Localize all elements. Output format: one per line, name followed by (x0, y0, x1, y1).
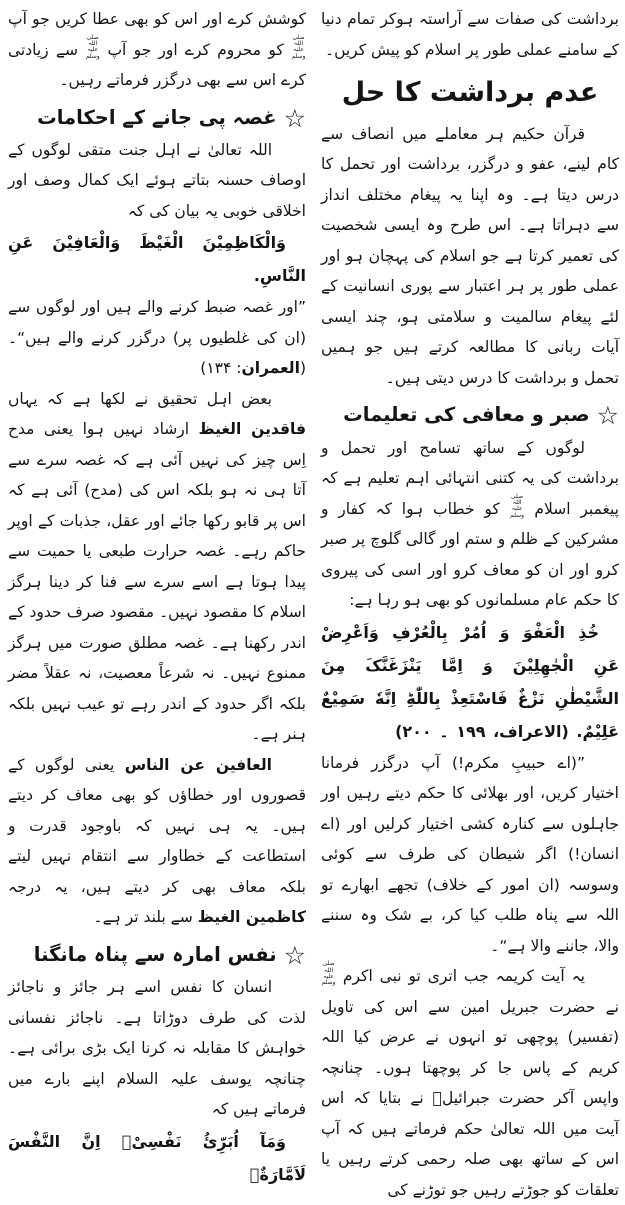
text-run: کو خطاب ہوا کہ کفار و مشرکین کے ظلم و ستم اور گالی گلوچ پر صبر کرو اور ان کو معاف کرو اور اسی کی پیروی کا حکم عام مسلمانوں کو بھی ہو رہا ہے: (321, 499, 619, 610)
paragraph: اللہ تعالیٰ نے اہل جنت متقی لوگوں کے اوصاف حسنہ بتاتے ہوئے ایک کمال وصف اور اخلاقی خوبی یہ بیان کی کہ (8, 140, 306, 220)
star-heading (8, 933, 306, 972)
honorific-mark: صلی اللہ علیہ وسلم (510, 492, 525, 519)
translation-paragraph (8, 292, 306, 384)
star-heading-label: صبر و معافی کی تعلیمات (343, 403, 590, 427)
star-heading-label: غصہ پی جانے کے احکامات (37, 105, 277, 129)
bold-term: فاقدین الغیظ (198, 420, 306, 439)
bold-term: العافین عن الناس (124, 755, 272, 774)
honorific-mark: صلی اللہ علیہ وسلم (321, 960, 336, 987)
paragraph (321, 961, 619, 1205)
star-heading-label: نفس امارہ سے پناہ مانگنا (33, 942, 277, 966)
star-icon: ☆ (283, 941, 306, 971)
left-column (8, 4, 306, 1184)
text-run: سے زیادتی کرے اس سے بھی درگزر فرماتے رہیں۔ (8, 40, 306, 89)
section-title: عدم برداشت کا حل (341, 77, 599, 108)
paragraph (321, 433, 619, 616)
text-run: : ۱۳۴) (200, 359, 242, 378)
quran-verse: وَمَآ اُبَرِّئُ نَفْسِیْۚ اِنَّ النَّفْسَ لَاَمَّارَةٌۢ (8, 1131, 306, 1184)
text-run: بعض اہل تحقیق نے لکھا ہے کہ یہاں (8, 389, 272, 408)
star-icon: ☆ (283, 103, 306, 133)
honorific-mark: صلی اللہ علیہ وسلم (85, 33, 100, 60)
text-run: ارشاد نہیں ہوا یعنی مدح اِس چیز کی نہیں آئی ہے کہ غصہ سرے سے آتا ہی نہ ہو بلکہ اس کی (مدح) آئی ہے کہ اس پر قابو رکھا جائے اور عقل، جذبات کے اوپر حاکم رہے۔ غصہ حرارت طبعی یا حمیت سے پیدا ہوتا ہے اسے سرے سے فنا کر دینا ہرگز اسلام کا مقصود نہیں۔ مقصود صرف حدود کے اندر رکھنا ہے۔ غصہ مطلق صورت میں ہرگز ممنوع نہیں۔ نہ شرعاً معصیت، نہ عقلاً مضر بلکہ اگر حدود کے اندر رہے تو عیب نہیں بلکہ ہنر ہے۔ (8, 420, 306, 744)
quran-verse: خُذِ الْعَفْوَ وَ اُمُرْ بِالْعُرْفِ وَاَعْرِضْ عَنِ الْجٰهِلِیْنَ وَ اِمَّا یَنْزَغَنَّکَ مِنَ الشَّیْطٰنِ نَزْغٌ فَاسْتَعِذْ بِاللّٰهِؕ اِنَّهٗ سَمِیْعٌ عَلِیْمٌ. (الاعراف، ۱۹۹ ۔ ۲۰۰) (321, 622, 619, 741)
continuation-paragraph: برداشت کی صفات سے آراستہ ہوکر تمام دنیا کے سامنے عملی طور پر اسلام کو پیش کریں۔ (321, 10, 619, 59)
text-run: یہ آیت کریمہ جب اتری تو نبی اکرم (336, 967, 585, 986)
honorific-mark: صلی اللہ علیہ وسلم (291, 33, 306, 60)
paragraph (8, 384, 306, 750)
text-run: نے حضرت جبریل امین سے اس کی تاویل (تفسیر) پوچھی تو انہوں نے عرض کیا اللہ کریم کے پاس جا کر پوچھتا ہوں۔ چنانچہ واپس آکر حضرت جبرائیلؑ نے بتایا کہ اس آیت میں اللہ تعالیٰ حکم فرماتے ہیں کہ آپ اس کے ساتھ بھی صلہ رحمی کرتے رہیں یا تعلقات کو جوڑتے رہیں جو توڑنے کی (321, 997, 619, 1199)
paragraph: قرآن حکیم ہر معاملے میں انصاف سے کام لینے، عفو و درگزر، برداشت اور تحمل کا درس دیتا ہے۔ وہ اپنا یہ پیغام مختلف انداز سے دہراتا ہے۔ اس طرح وہ ایسی شخصیت کی تعمیر کرتا ہے جو اسلام کی پہچان ہو اور عملی طور پر ہر اعتبار سے پوری انسانیت کے لئے پیغام سالمیت و سلامتی ہو، چند ایسی آیات ربانی کا مطالعہ کرتے ہیں جو ہمیں تحمل و برداشت کا درس دیتی ہیں۔ (321, 124, 619, 387)
quran-verse: وَالْکَاظِمِیْنَ الْغَیْظَ وَالْعَافِیْنَ عَنِ النَّاسِ. (8, 233, 306, 286)
paragraph (8, 750, 306, 933)
continuation-paragraph (8, 4, 306, 96)
bold-term: کاظمین الغیظ (197, 908, 306, 927)
text-run: ”اور غصہ ضبط کرنے والے ہیں اور لوگوں سے (ان کی غلطیوں پر) درگزر کرنے والے ہیں“۔ ( (8, 298, 306, 378)
paragraph: انسان کا نفس اسے ہر جائز و ناجائز لذت کی طرف دوڑاتا ہے۔ ناجائز نفسانی خواہش کا مقابلہ نہ کرنا ایک بڑی برائی ہے۔ چنانچہ یوسف علیہ السلام اپنے بارے میں فرماتے ہیں کہ (8, 978, 306, 1119)
text-run: یعنی لوگوں کے قصوروں اور خطاؤں کو بھی معاف کر دیتے ہیں۔ یہ ہی نہیں کہ باوجود قدرت و استطاعت کے خطاوار سے انتقام نہیں لیتے بلکہ معاف بھی کر دیتے ہیں، یہ درجہ (8, 755, 306, 896)
star-heading (321, 393, 619, 432)
star-icon: ☆ (596, 401, 619, 431)
text-run: کو محروم کرے اور جو آپ (100, 40, 291, 59)
text-run: سے بلند تر ہے۔ (93, 908, 198, 927)
star-heading (8, 96, 306, 135)
bold-term: العمران (241, 359, 300, 378)
right-column (321, 4, 619, 1199)
text-run: لوگوں کے ساتھ تسامح اور تحمل و برداشت کی یہ کتنی انتہائی اہم تعلیم ہے کہ پیغمبر اسلام (321, 438, 619, 518)
translation-paragraph: ”(اے حبیبِ مکرم!) آپ درگزر فرمانا اختیار کریں، اور بھلائی کا حکم دیتے رہیں اور جاہلوں سے کنارہ کشی اختیار کرلیں اور (اے انسان!) اگر شیطان کی طرف سے کوئی وسوسہ (ان امور کے خلاف) تجھے ابھارے تو اللہ سے پناہ طلب کیا کر، بے شک وہ سننے والا، جاننے والا ہے“۔ (321, 753, 619, 955)
text-run: کوشش کرے اور اس کو بھی عطا کریں جو آپ (8, 10, 306, 28)
